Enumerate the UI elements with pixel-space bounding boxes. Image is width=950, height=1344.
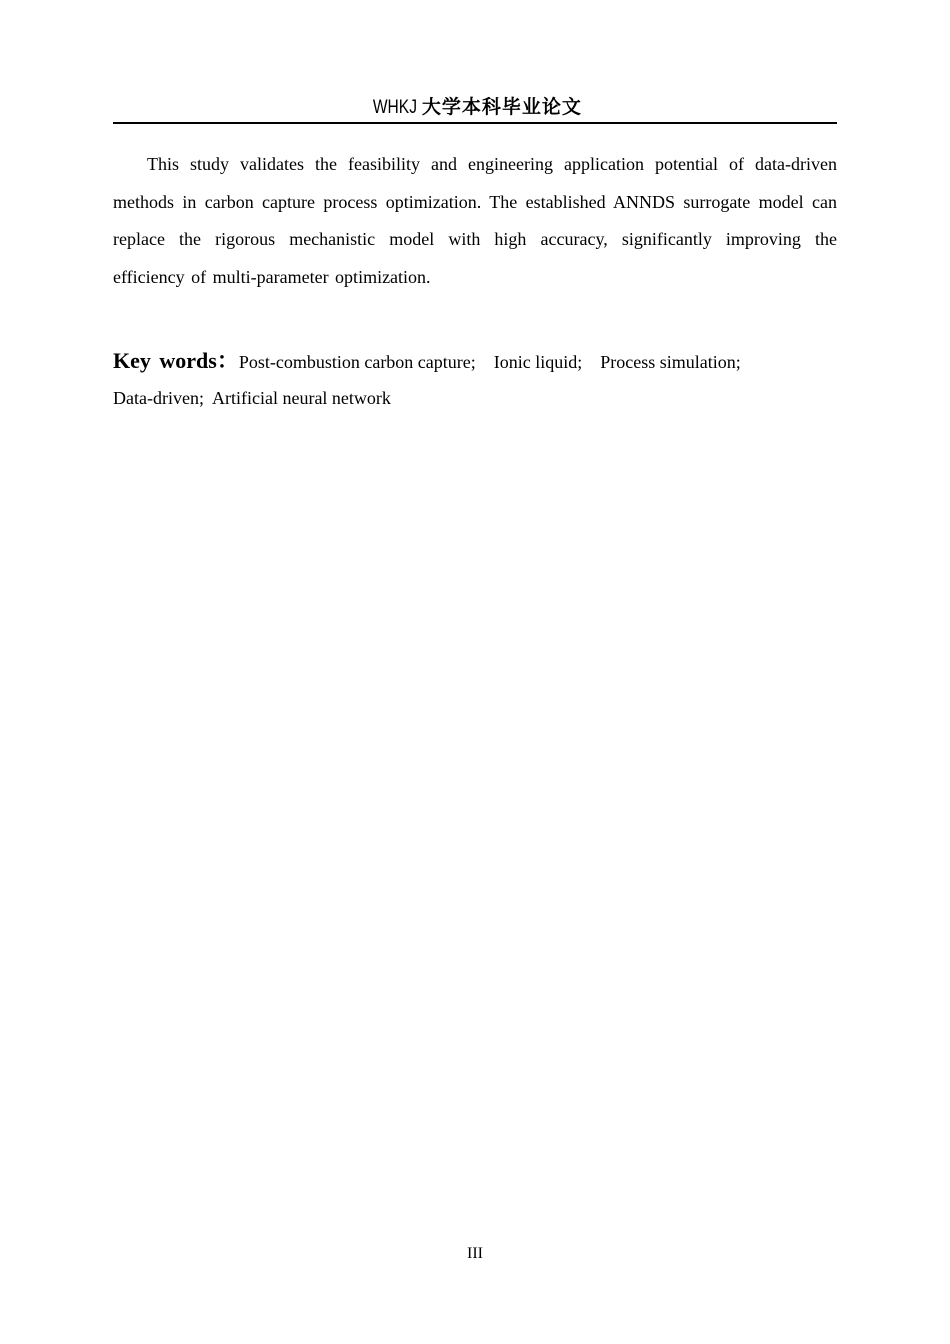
keywords-block <box>113 343 837 416</box>
header-thesis-title: 大学本科毕业论文 <box>421 96 582 118</box>
header-university-code: WHKJ <box>372 97 418 118</box>
page-number: III <box>467 1245 483 1262</box>
keyword-item: Data-driven; <box>113 388 204 408</box>
keyword-item: Process simulation; <box>600 352 741 372</box>
keyword-item: Post-combustion carbon capture; <box>238 352 476 372</box>
keywords-label: Key words： <box>113 348 239 373</box>
keyword-item: Ionic liquid; <box>493 352 583 372</box>
abstract-paragraph: This study validates the feasibility and engineering application potential of data-driven methods in carbon capture process optimization. The established ANNDS surrogate model can replace the rigorous mechanistic model with high accuracy, significantly improving the efficiency of multi-parameter optimization. <box>113 154 837 287</box>
running-header <box>113 92 837 124</box>
keyword-item: Artificial neural network <box>211 388 391 408</box>
